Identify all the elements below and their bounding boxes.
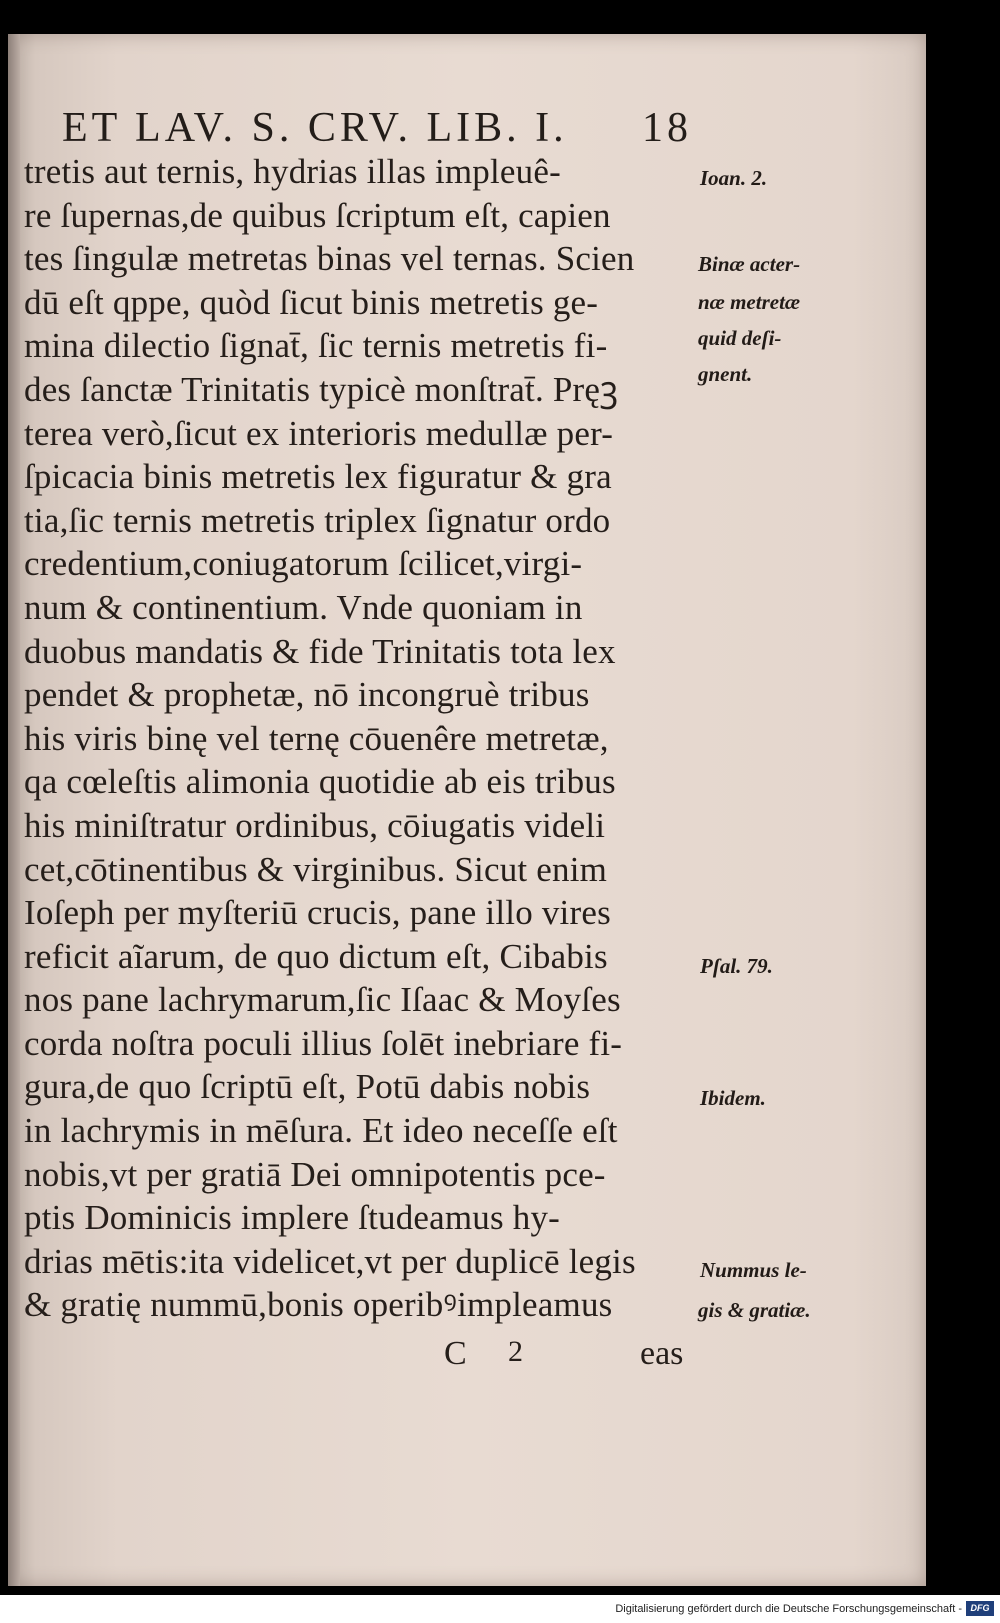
text-line: duobus mandatis & fide Trinitatis tota lex	[24, 631, 616, 671]
signature-mark: C	[444, 1335, 467, 1372]
margin-note: Pſal. 79.	[700, 954, 773, 978]
margin-note: Ibidem.	[700, 1086, 766, 1110]
text-line: cet,cōtinentibus & virginibus. Sicut enim	[24, 849, 608, 889]
text-line: gura,de quo ſcriptū eſt, Potū dabis nobis	[24, 1067, 591, 1107]
running-head-title: ET LAV. S. CRV. LIB. I.	[62, 105, 568, 151]
running-head	[62, 104, 692, 152]
text-line: re ſupernas,de quibus ſcriptum eſt, capien	[24, 195, 611, 235]
margin-note: Ioan. 2.	[700, 166, 768, 190]
text-line: his miniſtratur ordinibus, cōiugatis videli	[24, 805, 606, 845]
text-line: dū eſt qppe, quòd ſicut binis metretis ge-	[24, 282, 599, 322]
text-line: nos pane lachrymarum,ſic Iſaac & Moyſes	[24, 980, 621, 1020]
text-line: reficit aĩarum, de quo dictum eſt, Cibabis	[24, 936, 608, 976]
margin-note: næ metretæ	[698, 290, 801, 314]
folio-number: 18	[642, 105, 692, 151]
signature-number: 2	[508, 1335, 523, 1368]
text-line: drias mētis:ita videlicet,vt per duplicē legis	[24, 1241, 636, 1281]
text-line: pendet & prophetæ, nō incongruè tribus	[24, 675, 590, 715]
text-line: nobis,vt per gratiā Dei omnipotentis pce-	[24, 1154, 606, 1194]
margin-note: Nummus le-	[700, 1258, 807, 1282]
text-line: ſpicacia binis metretis lex figuratur & gra	[24, 457, 612, 497]
text-line: in lachrymis in mēſura. Et ideo neceſſe eſt	[24, 1111, 618, 1151]
page-gutter-shadow	[8, 34, 20, 1586]
text-line: Ioſeph per myſteriū crucis, pane illo vires	[24, 893, 611, 933]
margin-note: gnent.	[698, 362, 753, 386]
dfg-logo: DFG	[966, 1601, 994, 1616]
text-line: & gratię nummū,bonis operibꝰimpleamus	[24, 1285, 613, 1325]
text-block	[24, 150, 694, 1327]
margin-note: quid deſi-	[698, 326, 782, 350]
footer-bar	[0, 1595, 1000, 1623]
text-line: terea verò,ſicut ex interioris medullæ per-	[24, 413, 614, 453]
text-line: qa cœleſtis alimonia quotidie ab eis tribus	[24, 762, 616, 802]
text-line: tretis aut ternis, hydrias illas impleuê-	[24, 152, 561, 191]
catchword: eas	[640, 1335, 684, 1372]
text-line: his viris binę vel ternę cōuenêre metretæ,	[24, 718, 609, 758]
text-line: tia,ſic ternis metretis triplex ſignatur ordo	[24, 500, 611, 540]
text-line: des ſanctæ Trinitatis typicè monſtrat̄. Pręꝫ	[24, 369, 619, 409]
margin-note: gis & gratiæ.	[698, 1298, 811, 1322]
margin-note: Binæ acter-	[698, 252, 801, 276]
text-line: corda noſtra poculi illius ſolēt inebriare fi-	[24, 1023, 623, 1063]
text-line: mina dilectio ſignat̄, ſic ternis metretis fi-	[24, 326, 608, 366]
text-line: num & continentium. Vnde quoniam in	[24, 587, 583, 627]
funding-notice: Digitalisierung gefördert durch die Deutsche Forschungsgemeinschaft -	[615, 1603, 962, 1615]
text-line: tes ſingulæ metretas binas vel ternas. Scien	[24, 239, 635, 279]
text-line: ptis Dominicis implere ſtudeamus hy-	[24, 1198, 561, 1238]
text-line: credentium,coniugatorum ſcilicet,virgi-	[24, 544, 583, 584]
